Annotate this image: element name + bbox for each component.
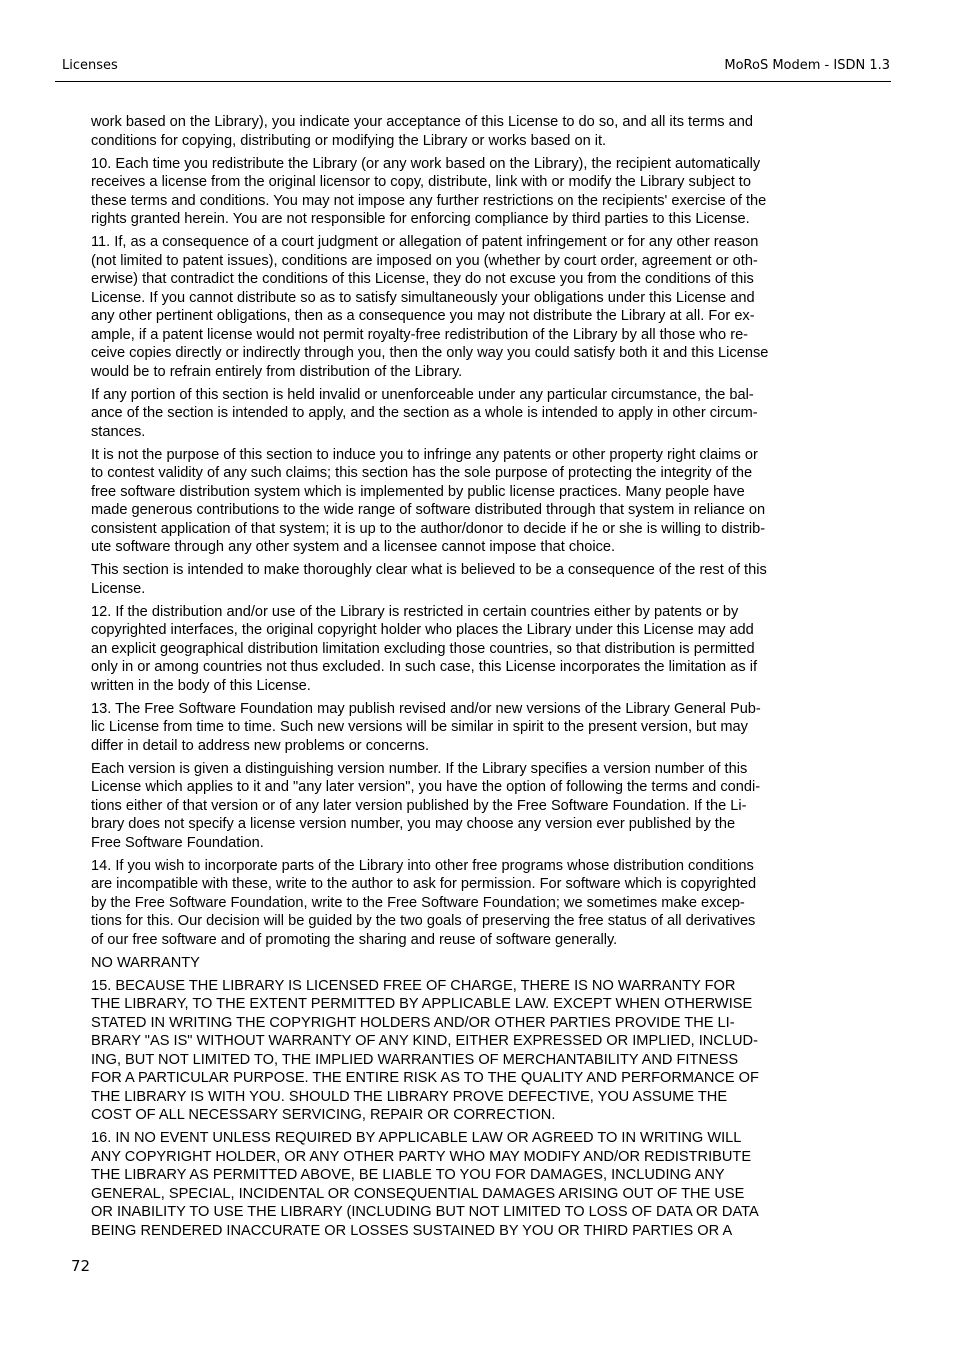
text-line: consistent application of that system; it is up to the author/donor to decide if he or she is willing to distrib- bbox=[91, 520, 766, 537]
text-line: of our free software and of promoting the sharing and reuse of software generally. bbox=[91, 931, 618, 948]
license-text-body bbox=[91, 113, 839, 1245]
text-line: Each version is given a distinguishing version number. If the Library specifies a version number of this bbox=[91, 760, 748, 777]
text-line: erwise) that contradict the conditions of this License, they do not excuse you from the conditions of this bbox=[91, 271, 754, 287]
text-line: free software distribution system which is implemented by public license practices. Many people have bbox=[91, 483, 745, 500]
text-line: made generous contributions to the wide range of software distributed through that system in reliance on bbox=[91, 502, 766, 518]
text-line: tions for this. Our decision will be guided by the two goals of preserving the free status of all derivatives bbox=[91, 913, 756, 929]
text-line: (not limited to patent issues), conditions are imposed on you (whether by court order, agreement or oth- bbox=[91, 252, 758, 269]
text-line: ING, BUT NOT LIMITED TO, THE IMPLIED WARRANTIES OF MERCHANTABILITY AND FITNESS bbox=[91, 1051, 739, 1068]
license-paragraph bbox=[91, 113, 839, 150]
text-line: by the Free Software Foundation, write to the Free Software Foundation; we sometimes make excep- bbox=[91, 894, 745, 911]
text-line: brary does not specify a license version number, you may choose any version ever published by the bbox=[91, 816, 736, 832]
header-divider bbox=[55, 81, 891, 82]
text-line: to contest validity of any such claims; this section has the sole purpose of protecting the integrity of the bbox=[91, 465, 753, 481]
text-line: receives a license from the original licensor to copy, distribute, link with or modify the Library subject to bbox=[91, 174, 751, 190]
license-paragraph bbox=[91, 857, 839, 950]
text-line: THE LIBRARY, TO THE EXTENT PERMITTED BY APPLICABLE LAW. EXCEPT WHEN OTHERWISE bbox=[91, 996, 753, 1012]
text-line: an explicit geographical distribution limitation excluding those countries, so that distribution is permitted bbox=[91, 640, 755, 657]
license-paragraph bbox=[91, 386, 839, 442]
text-line: ute software through any other system and a licensee cannot impose that choice. bbox=[91, 539, 616, 555]
license-paragraph bbox=[91, 603, 839, 696]
text-line: 13. The Free Software Foundation may publish revised and/or new versions of the Library General Pub- bbox=[91, 700, 761, 717]
text-line: only in or among countries not thus excluded. In such case, this License incorporates the limitation as if bbox=[91, 659, 757, 675]
license-paragraph bbox=[91, 446, 839, 557]
text-line: ance of the section is intended to apply, and the section as a whole is intended to apply in other circum- bbox=[91, 405, 758, 421]
text-line: ample, if a patent license would not permit royalty-free redistribution of the Library by all those who re- bbox=[91, 326, 749, 343]
text-line: This section is intended to make thoroughly clear what is believed to be a consequence of the rest of this bbox=[91, 562, 767, 578]
license-paragraph bbox=[91, 700, 839, 756]
license-paragraph bbox=[91, 760, 839, 853]
text-line: COST OF ALL NECESSARY SERVICING, REPAIR OR CORRECTION. bbox=[91, 1107, 556, 1123]
text-line: License. bbox=[91, 580, 146, 597]
text-line: ceive copies directly or indirectly through you, then the only way you could satisfy both it and this License bbox=[91, 345, 769, 361]
running-header-section: Licenses bbox=[62, 58, 118, 73]
text-line: Free Software Foundation. bbox=[91, 834, 264, 851]
text-line: ANY COPYRIGHT HOLDER, OR ANY OTHER PARTY WHO MAY MODIFY AND/OR REDISTRIBUTE bbox=[91, 1148, 752, 1165]
text-line: It is not the purpose of this section to induce you to infringe any patents or other property right claims or bbox=[91, 446, 758, 463]
text-line: STATED IN WRITING THE COPYRIGHT HOLDERS AND/OR OTHER PARTIES PROVIDE THE LI- bbox=[91, 1014, 735, 1031]
text-line: conditions for copying, distributing or modifying the Library or works based on it. bbox=[91, 132, 607, 149]
text-line: THE LIBRARY IS WITH YOU. SHOULD THE LIBRARY PROVE DEFECTIVE, YOU ASSUME THE bbox=[91, 1088, 728, 1105]
text-line: written in the body of this License. bbox=[91, 677, 311, 694]
license-paragraph bbox=[91, 977, 839, 1125]
license-paragraph bbox=[91, 155, 839, 229]
text-line: lic License from time to time. Such new versions will be similar in spirit to the present version, but may bbox=[91, 719, 748, 735]
text-line: THE LIBRARY AS PERMITTED ABOVE, BE LIABLE TO YOU FOR DAMAGES, INCLUDING ANY bbox=[91, 1167, 725, 1183]
text-line: are incompatible with these, write to the author to ask for permission. For software which is copyrighted bbox=[91, 876, 757, 892]
text-line: If any portion of this section is held invalid or unenforceable under any particular circumstance, the bal- bbox=[91, 386, 754, 403]
text-line: OR INABILITY TO USE THE LIBRARY (INCLUDING BUT NOT LIMITED TO LOSS OF DATA OR DATA bbox=[91, 1204, 759, 1220]
text-line: License which applies to it and "any later version", you have the option of following the terms and condi- bbox=[91, 779, 761, 795]
text-line: differ in detail to address new problems or concerns. bbox=[91, 737, 429, 754]
page-number: 72 bbox=[71, 1257, 91, 1275]
text-line: 16. IN NO EVENT UNLESS REQUIRED BY APPLICABLE LAW OR AGREED TO IN WRITING WILL bbox=[91, 1130, 742, 1146]
text-line: 11. If, as a consequence of a court judgment or allegation of patent infringement or for any other reason bbox=[91, 234, 759, 250]
license-paragraph bbox=[91, 233, 839, 381]
text-line: BRARY "AS IS" WITHOUT WARRANTY OF ANY KIND, EITHER EXPRESSED OR IMPLIED, INCLUD- bbox=[91, 1033, 758, 1049]
text-line: NO WARRANTY bbox=[91, 954, 200, 971]
text-line: FOR A PARTICULAR PURPOSE. THE ENTIRE RISK AS TO THE QUALITY AND PERFORMANCE OF bbox=[91, 1070, 759, 1086]
text-line: 10. Each time you redistribute the Library (or any work based on the Library), the recipient automatically bbox=[91, 155, 761, 172]
running-header-product: MoRoS Modem - ISDN 1.3 bbox=[724, 58, 890, 73]
text-line: tions either of that version or of any later version published by the Free Software Foundation. If the Li- bbox=[91, 797, 747, 814]
text-line: any other pertinent obligations, then as a consequence you may not distribute the Library at all. For ex- bbox=[91, 308, 755, 324]
text-line: 12. If the distribution and/or use of the Library is restricted in certain countries either by patents or by bbox=[91, 603, 739, 620]
text-line: stances. bbox=[91, 423, 146, 440]
text-line: would be to refrain entirely from distribution of the Library. bbox=[91, 363, 463, 380]
text-line: copyrighted interfaces, the original copyright holder who places the Library under this License may add bbox=[91, 622, 754, 638]
text-line: License. If you cannot distribute so as to satisfy simultaneously your obligations under this License and bbox=[91, 289, 755, 306]
license-paragraph bbox=[91, 1129, 839, 1240]
text-line: 14. If you wish to incorporate parts of the Library into other free programs whose distribution conditions bbox=[91, 857, 754, 874]
text-line: 15. BECAUSE THE LIBRARY IS LICENSED FREE OF CHARGE, THERE IS NO WARRANTY FOR bbox=[91, 977, 736, 994]
text-line: rights granted herein. You are not responsible for enforcing compliance by third parties to this License. bbox=[91, 211, 750, 227]
text-line: BEING RENDERED INACCURATE OR LOSSES SUSTAINED BY YOU OR THIRD PARTIES OR A bbox=[91, 1222, 733, 1239]
text-line: GENERAL, SPECIAL, INCIDENTAL OR CONSEQUENTIAL DAMAGES ARISING OUT OF THE USE bbox=[91, 1185, 745, 1202]
text-line: work based on the Library), you indicate your acceptance of this License to do so, and all its terms and bbox=[91, 114, 753, 130]
license-paragraph bbox=[91, 561, 839, 598]
license-paragraph bbox=[91, 954, 839, 973]
text-line: these terms and conditions. You may not impose any further restrictions on the recipients' exercise of the bbox=[91, 192, 767, 209]
